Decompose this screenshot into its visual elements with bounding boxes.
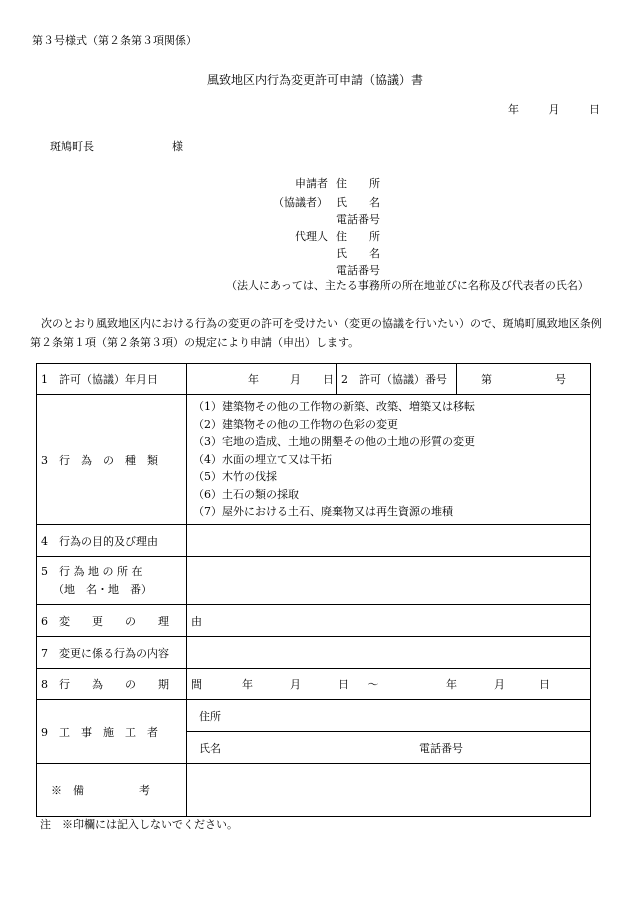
- act-type-item[interactable]: （4）水面の埋立て又は干拓: [193, 452, 332, 466]
- permit-number-field[interactable]: [457, 364, 591, 395]
- contractor-phone-label: 電話番号: [419, 741, 463, 755]
- agent-role: 代理人: [295, 230, 328, 243]
- contractor-label: 9 工 事 施 工 者: [37, 700, 187, 764]
- remarks-label: ※ 備 考: [37, 764, 187, 817]
- period-end-month: 月: [494, 678, 505, 691]
- change-content-field[interactable]: [187, 637, 591, 669]
- contractor-name-label: 氏名: [199, 741, 221, 755]
- permit-number-label: 2 許可（協議）番号: [337, 364, 457, 395]
- period-end-day: 日: [539, 678, 550, 691]
- contractor-name-field[interactable]: [187, 732, 591, 764]
- agent-row: [0, 245, 630, 261]
- agent-field: 電話番号: [336, 264, 380, 277]
- period-start-year: 年: [242, 678, 253, 691]
- remarks-field: [187, 764, 591, 817]
- location-label: [37, 557, 187, 605]
- applicant-role: 申請者: [295, 177, 328, 190]
- permit-month-label: 月: [290, 373, 301, 386]
- agent-field: 氏 名: [336, 247, 380, 260]
- date-month-label: 月: [548, 103, 560, 116]
- location-field[interactable]: [187, 557, 591, 605]
- footnote: 注 ※印欄には記入しないでください。: [40, 818, 238, 831]
- period-start-month: 月: [290, 678, 301, 691]
- applicant-field: 電話番号: [336, 213, 380, 226]
- permit-no-suffix: 号: [555, 373, 566, 386]
- period-tilde: ～: [367, 678, 379, 691]
- applicant-row: [0, 175, 630, 191]
- act-type-item[interactable]: （7）屋外における土石、廃棄物又は再生資源の堆積: [193, 505, 453, 519]
- agent-row: [0, 262, 630, 278]
- application-statement: 次のとおり風致地区内における行為の変更の許可を受けたい（変更の協議を行いたい）ので、斑鳩町風致地区条例第２条第１項（第２条第３項）の規定により申請（申出）します。: [30, 317, 602, 349]
- permit-day-label: 日: [323, 373, 334, 386]
- table-row: [37, 364, 591, 395]
- date-year-label: 年: [508, 103, 519, 116]
- application-table: [36, 363, 591, 817]
- form-number: 第３号様式（第２条第３項関係）: [32, 34, 197, 47]
- contractor-address-field[interactable]: [187, 700, 591, 732]
- act-type-item[interactable]: （5）木竹の伐採: [193, 470, 277, 484]
- change-reason-field[interactable]: [187, 605, 591, 637]
- act-type-item[interactable]: （6）土石の類の採取: [193, 487, 299, 501]
- act-type-item[interactable]: （1）建築物その他の工作物の新築、改築、増築又は移転: [193, 400, 475, 414]
- permit-date-label: 1 許可（協議）年月日: [37, 364, 187, 395]
- agent-field: 住 所: [336, 230, 380, 243]
- table-row: [37, 637, 591, 669]
- corporation-note: （法人にあっては、主たる事務所の所在地並びに名称及び代表者の氏名）: [226, 279, 589, 292]
- change-content-label: 7 変更に係る行為の内容: [37, 637, 187, 669]
- location-label-sub: （地 名・地 番）: [53, 582, 152, 596]
- change-reason-label: 6 変 更 の 理 由: [37, 605, 187, 637]
- agent-row: [0, 228, 630, 244]
- applicant-row: [0, 211, 630, 227]
- period-field[interactable]: [187, 669, 591, 700]
- page-title: 風致地区内行為変更許可申請（協議）書: [206, 73, 423, 87]
- applicant-row: [0, 194, 630, 210]
- purpose-field[interactable]: [187, 525, 591, 557]
- applicant-field: 氏 名: [336, 196, 380, 209]
- permit-no-prefix: 第: [481, 373, 492, 386]
- applicant-field: 住 所: [336, 177, 380, 190]
- table-row: [37, 395, 591, 525]
- addressee: 斑鳩町長: [50, 140, 94, 153]
- table-row: [37, 764, 591, 817]
- table-row: [37, 525, 591, 557]
- act-type-options[interactable]: [187, 395, 591, 525]
- location-label-main: 5 行 為 地 の 所 在: [41, 564, 143, 578]
- purpose-label: 4 行為の目的及び理由: [37, 525, 187, 557]
- table-row: [37, 669, 591, 700]
- act-type-item[interactable]: （3）宅地の造成、土地の開墾その他の土地の形質の変更: [193, 435, 475, 449]
- permit-date-field[interactable]: [187, 364, 337, 395]
- period-start-day: 日: [338, 678, 349, 691]
- honorific: 様: [172, 140, 183, 153]
- table-row: [37, 700, 591, 732]
- permit-year-label: 年: [248, 373, 259, 386]
- contractor-address-label: 住所: [199, 709, 221, 723]
- submission-date: [482, 104, 600, 115]
- act-type-label: 3 行 為 の 種 類: [37, 395, 187, 525]
- table-row: [37, 557, 591, 605]
- applicant-role: （協議者）: [273, 196, 328, 209]
- period-end-year: 年: [446, 678, 457, 691]
- table-row: [37, 605, 591, 637]
- date-day-label: 日: [589, 103, 600, 116]
- period-label: 8 行 為 の 期 間: [37, 669, 187, 700]
- act-type-item[interactable]: （2）建築物その他の工作物の色彩の変更: [193, 417, 398, 431]
